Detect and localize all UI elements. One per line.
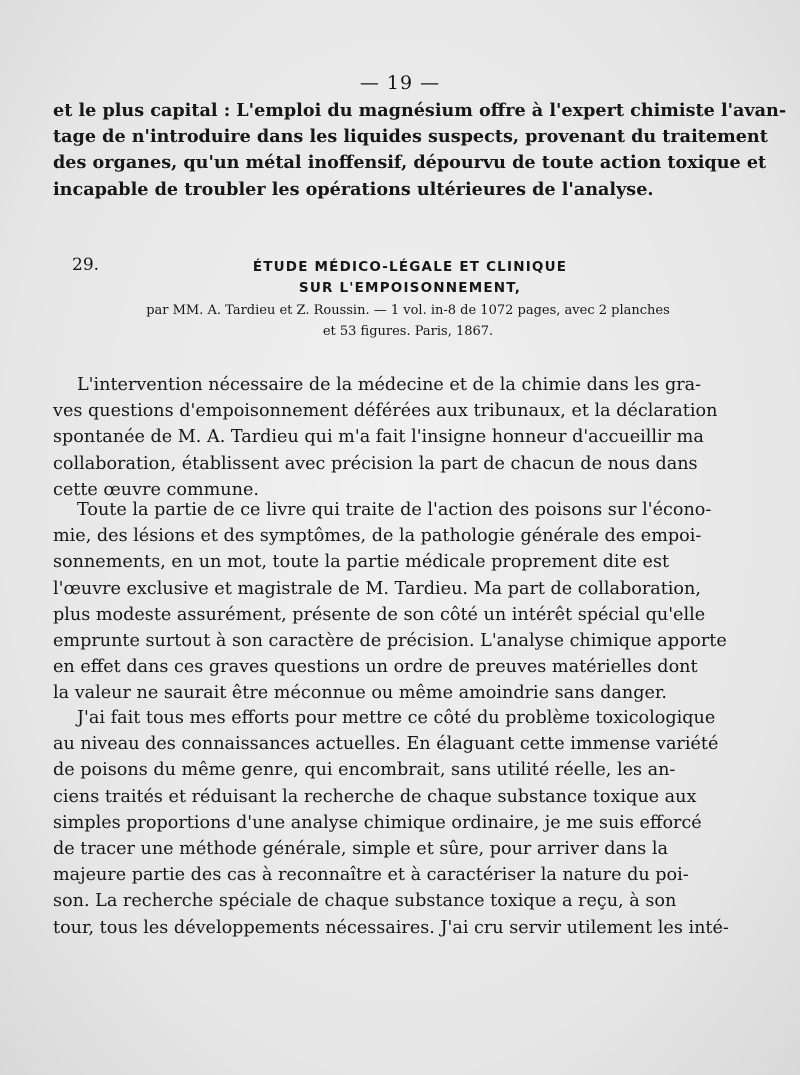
page-number: — 19 — xyxy=(359,72,441,94)
text-line: de tracer une méthode générale, simple et sûre, pour arriver dans la xyxy=(53,838,669,859)
text-line: emprunte surtout à son caractère de précision. L'analyse chimique apporte xyxy=(53,630,727,651)
text-line: collaboration, établissent avec précision la part de chacun de nous dans xyxy=(53,453,698,474)
text-line: Toute la partie de ce livre qui traite de l'action des poisons sur l'écono- xyxy=(77,500,712,520)
paragraph-3 xyxy=(53,497,727,707)
text-line: cette œuvre commune. xyxy=(53,479,259,500)
text-line: l'œuvre exclusive et magistrale de M. Tardieu. Ma part de collaboration, xyxy=(53,578,701,599)
text-line: au niveau des connaissances actuelles. En élaguant cette immense variété xyxy=(53,734,719,755)
text-line: L'intervention nécessaire de la médecine et de la chimie dans les gra- xyxy=(77,375,702,395)
text-line: majeure partie des cas à reconnaître et à caractériser la nature du poi- xyxy=(53,865,689,886)
text-line: la valeur ne saurait être méconnue ou même amoindrie sans danger. xyxy=(53,683,667,704)
entry-publication: et 53 figures. Paris, 1867. xyxy=(322,324,494,339)
text-line: ves questions d'empoisonnement déférées aux tribunaux, et la déclaration xyxy=(53,401,718,422)
entry-authors: par MM. A. Tardieu et Z. Roussin. — 1 vol. in-8 de 1072 pages, avec 2 planches xyxy=(146,303,670,318)
paragraph-2 xyxy=(53,372,718,503)
text-line: et le plus capital : L'emploi du magnésium offre à l'expert chimiste l'avan- xyxy=(53,100,787,121)
text-line: sonnements, en un mot, toute la partie médicale proprement dite est xyxy=(53,552,670,573)
text-line: de poisons du même genre, qui encombrait, sans utilité réelle, les an- xyxy=(53,760,676,781)
text-line: J'ai fait tous mes efforts pour mettre ce côté du problème toxicologique xyxy=(77,708,716,728)
text-line: tage de n'introduire dans les liquides suspects, provenant du traitement xyxy=(53,126,768,148)
text-line: mie, des lésions et des symptômes, de la pathologie générale des empoi- xyxy=(53,526,702,547)
text-line: en effet dans ces graves questions un ordre de preuves matérielles dont xyxy=(53,657,698,678)
text-line: des organes, qu'un métal inoffensif, dépourvu de toute action toxique et xyxy=(53,152,767,174)
text-line: plus modeste assurément, présente de son côté un intérêt spécial qu'elle xyxy=(53,604,706,625)
entry-title: ÉTUDE MÉDICO-LÉGALE ET CLINIQUE xyxy=(252,259,568,275)
entry-number: 29. xyxy=(72,255,100,275)
text-line: incapable de troubler les opérations ultérieures de l'analyse. xyxy=(53,178,654,200)
paragraph-4 xyxy=(53,705,729,941)
text-line: tour, tous les développements nécessaires. J'ai cru servir utilement les inté- xyxy=(53,917,729,938)
text-line: son. La recherche spéciale de chaque substance toxique a reçu, à son xyxy=(53,891,677,912)
paragraph-1 xyxy=(53,98,787,203)
text-line: simples proportions d'une analyse chimique ordinaire, je me suis efforcé xyxy=(53,812,702,833)
text-line: ciens traités et réduisant la recherche de chaque substance toxique aux xyxy=(53,786,697,807)
entry-subtitle: SUR L'EMPOISONNEMENT, xyxy=(298,280,522,296)
text-line: spontanée de M. A. Tardieu qui m'a fait l'insigne honneur d'accueillir ma xyxy=(53,427,704,448)
